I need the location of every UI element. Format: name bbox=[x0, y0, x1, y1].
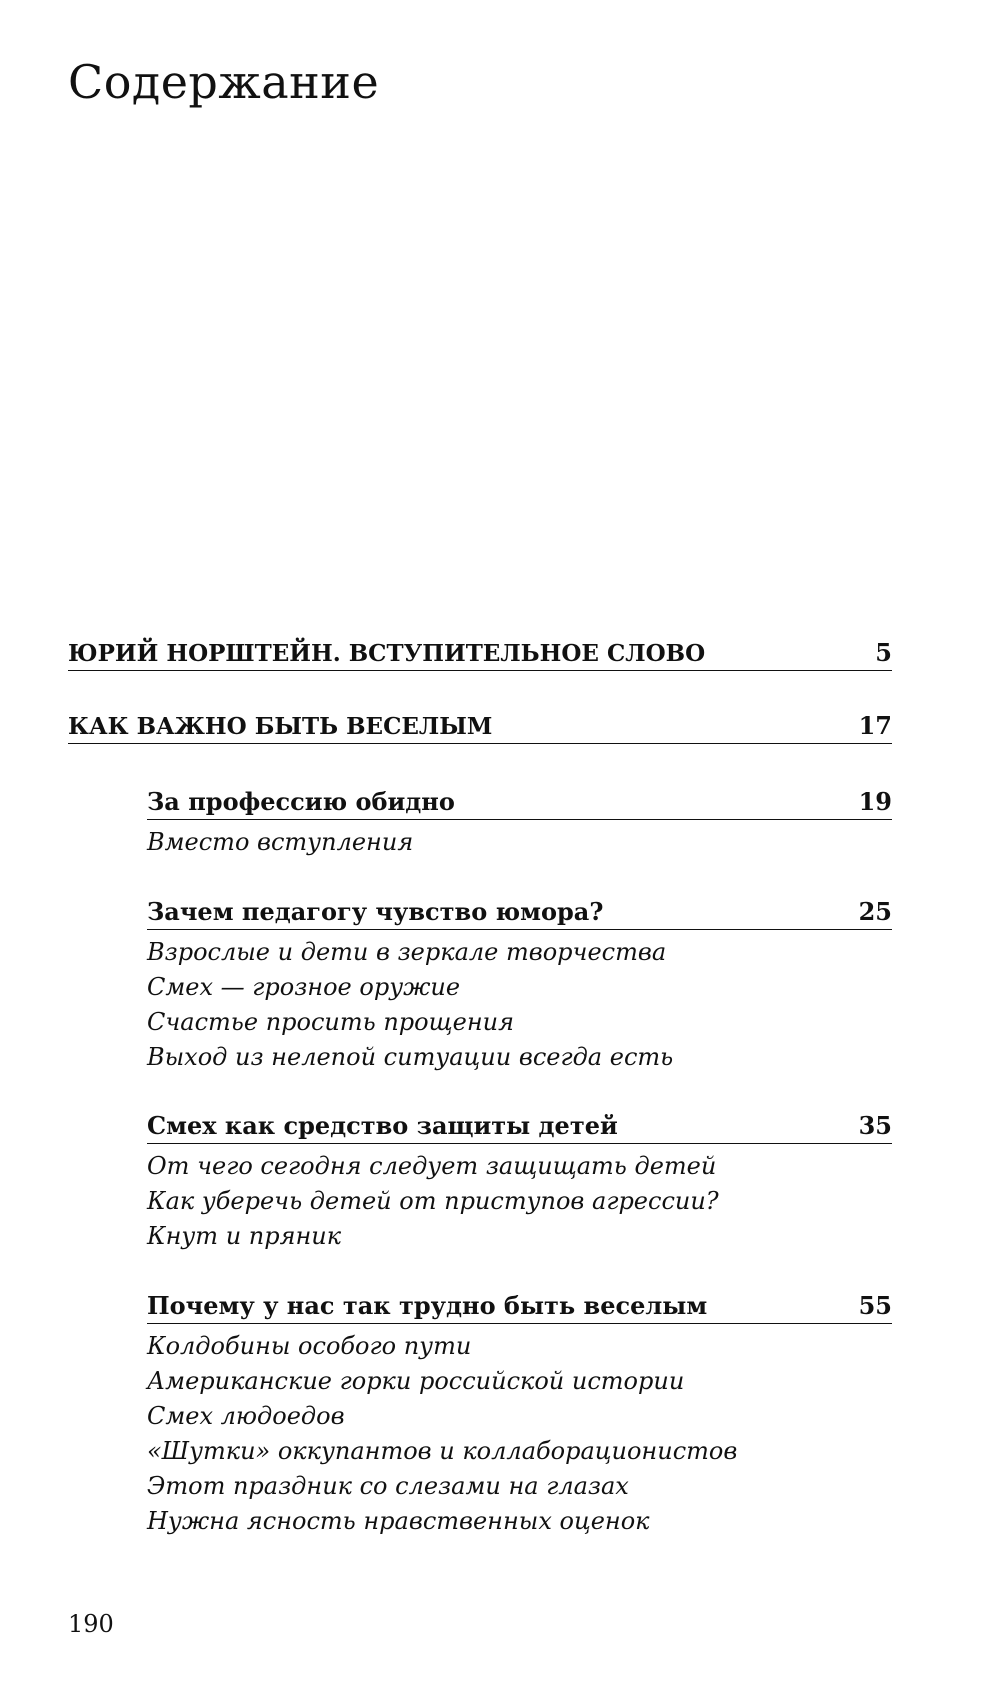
subtopic-item: «Шутки» оккупантов и коллаборационистов bbox=[147, 1437, 738, 1465]
subtopic-item: Нужна ясность нравственных оценок bbox=[147, 1507, 650, 1535]
toc-part-entry[interactable] bbox=[68, 638, 892, 671]
toc-part-entry[interactable] bbox=[68, 711, 892, 744]
toc-chapter-entry[interactable] bbox=[147, 1111, 892, 1144]
subtopic-item: Взрослые и дети в зеркале творчества bbox=[147, 938, 667, 966]
toc-chapter-entry[interactable] bbox=[147, 1291, 892, 1324]
subtopic-item: Американские горки российской истории bbox=[147, 1367, 685, 1395]
subtopic-item: От чего сегодня следует защищать детей bbox=[147, 1152, 717, 1180]
subtopic-item: Кнут и пряник bbox=[147, 1222, 342, 1250]
page-title: Содержание bbox=[68, 55, 380, 109]
page-number: 190 bbox=[68, 1610, 114, 1638]
subtopic-item: Смех — грозное оружие bbox=[147, 973, 461, 1001]
toc-page-number: 19 bbox=[858, 787, 892, 816]
toc-page-number: 35 bbox=[858, 1111, 892, 1140]
subtopic-item: Счастье просить прощения bbox=[147, 1008, 514, 1036]
toc-page-number: 17 bbox=[858, 711, 892, 740]
subtopic-list bbox=[147, 1149, 719, 1254]
subtopic-item: Вместо вступления bbox=[147, 828, 414, 856]
toc-chapter-entry[interactable] bbox=[147, 897, 892, 930]
toc-chapter-title: За профессию обидно bbox=[147, 787, 455, 816]
subtopic-item: Колдобины особого пути bbox=[147, 1332, 472, 1360]
toc-page-number: 25 bbox=[858, 897, 892, 926]
subtopic-list bbox=[147, 1329, 737, 1539]
toc-page-number: 55 bbox=[858, 1291, 892, 1320]
toc-part-title: КАК ВАЖНО БЫТЬ ВЕСЕЛЫМ bbox=[68, 713, 493, 740]
subtopic-item: Как уберечь детей от приступов агрессии? bbox=[147, 1187, 719, 1215]
subtopic-list bbox=[147, 935, 673, 1075]
toc-chapter-title: Зачем педагогу чувство юмора? bbox=[147, 897, 604, 926]
toc-chapter-entry[interactable] bbox=[147, 787, 892, 820]
subtopic-item: Смех людоедов bbox=[147, 1402, 345, 1430]
subtopic-list bbox=[147, 825, 413, 860]
toc-chapter-title: Смех как средство защиты детей bbox=[147, 1111, 618, 1140]
subtopic-item: Этот праздник со слезами на глазах bbox=[147, 1472, 629, 1500]
toc-chapter-title: Почему у нас так трудно быть веселым bbox=[147, 1291, 708, 1320]
toc-part-title: ЮРИЙ НОРШТЕЙН. ВСТУПИТЕЛЬНОЕ СЛОВО bbox=[68, 640, 706, 667]
toc-page-number: 5 bbox=[875, 638, 892, 667]
subtopic-item: Выход из нелепой ситуации всегда есть bbox=[147, 1043, 674, 1071]
